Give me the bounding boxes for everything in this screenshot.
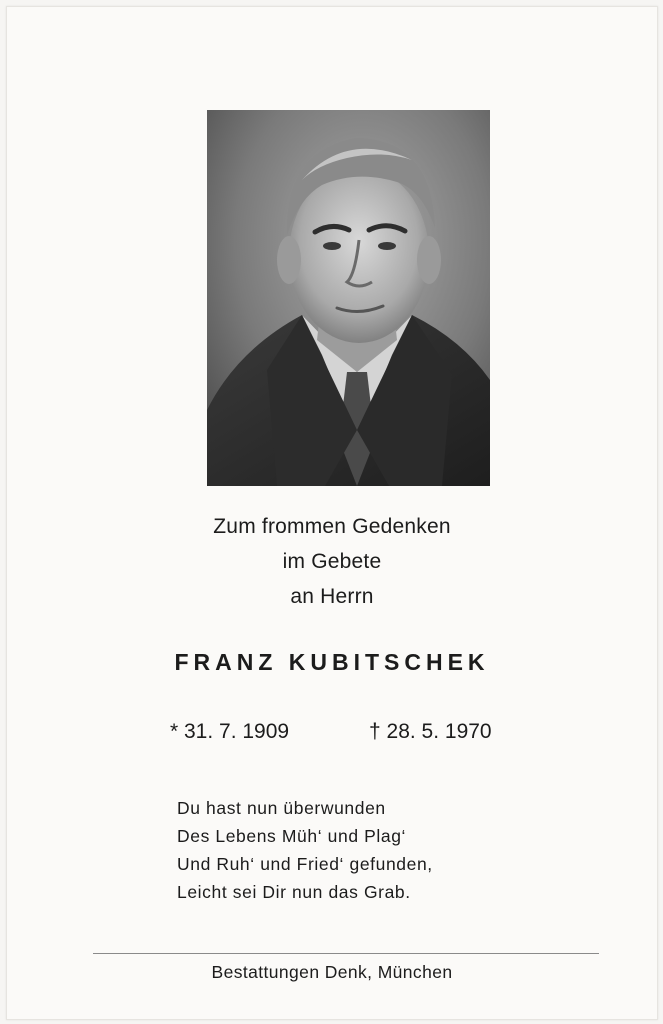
deceased-name: FRANZ KUBITSCHEK [174,649,490,675]
intro-line-3: an Herrn [290,585,374,608]
memorial-card [6,6,658,1020]
intro-line-1: Zum frommen Gedenken [213,515,451,538]
poem-line-1: Du hast nun überwunden [177,798,386,818]
portrait-image [207,110,490,486]
poem [177,794,433,906]
poem-line-4: Leicht sei Dir nun das Grab. [177,882,411,902]
birth-date: * 31. 7. 1909 [170,720,290,743]
portrait-photo [207,110,490,486]
funeral-home-footer: Bestattungen Denk, München [211,962,453,982]
divider-line [93,953,599,954]
death-date: † 28. 5. 1970 [369,720,492,743]
poem-line-2: Des Lebens Müh‘ und Plag‘ [177,826,407,846]
intro-line-2: im Gebete [282,550,382,573]
poem-line-3: Und Ruh‘ und Fried‘ gefunden, [177,854,433,874]
